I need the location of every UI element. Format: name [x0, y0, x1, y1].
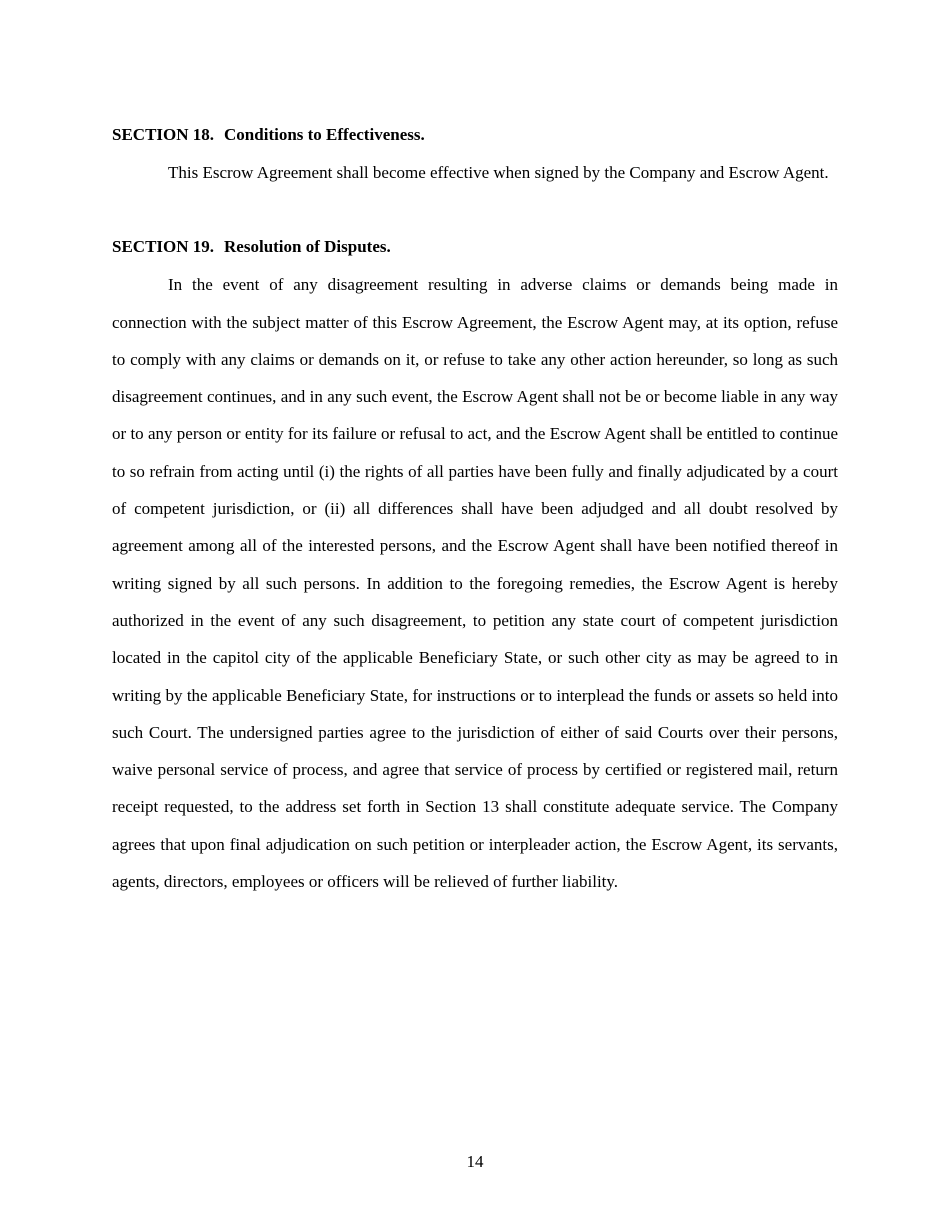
- section-body: In the event of any disagreement resulting in adverse claims or demands being made in connection with the subject matter of this Escrow Agreement, the Escrow Agent may, at its option, refuse to comply with any claims or demands on it, or refuse to take any other action hereunder, so long as such disagreement continues, and in any such event, the Escrow Agent shall not be or become liable in any way or to any person or entity for its failure or refusal to act, and the Escrow Agent shall be entitled to continue to so refrain from acting until (i) the rights of all parties have been fully and finally adjudicated by a court of competent jurisdiction, or (ii) all differences shall have been adjudged and all doubt resolved by agreement among all of the interested persons, and the Escrow Agent shall have been notified thereof in writing signed by all such persons. In addition to the foregoing remedies, the Escrow Agent is hereby authorized in the event of any such disagreement, to petition any state court of competent jurisdiction located in the capitol city of the applicable Beneficiary State, or such other city as may be agreed to in writing by the applicable Beneficiary State, for instructions or to interplead the funds or assets so held into such Court. The undersigned parties agree to the jurisdiction of either of said Courts over their persons, waive personal service of process, and agree that service of process by certified or registered mail, return receipt requested, to the address set forth in Section 13 shall constitute adequate service. The Company agrees that upon final adjudication on such petition or interpleader action, the Escrow Agent, its servants, agents, directors, employees or officers will be relieved of further liability.: [112, 275, 838, 892]
- section-number: SECTION 18.: [112, 125, 215, 144]
- section-heading: [112, 122, 838, 148]
- document-content: [112, 122, 838, 900]
- section-19: [112, 234, 838, 900]
- section-title: Conditions to Effectiveness.: [224, 125, 425, 144]
- section-title: Resolution of Disputes.: [224, 237, 391, 257]
- section-number: SECTION 19.: [112, 237, 215, 257]
- section-heading: [112, 234, 838, 260]
- section-18: [112, 122, 838, 191]
- page-number: 14: [466, 1152, 484, 1171]
- section-body: This Escrow Agreement shall become effective when signed by the Company and Escrow Agent.: [168, 163, 829, 182]
